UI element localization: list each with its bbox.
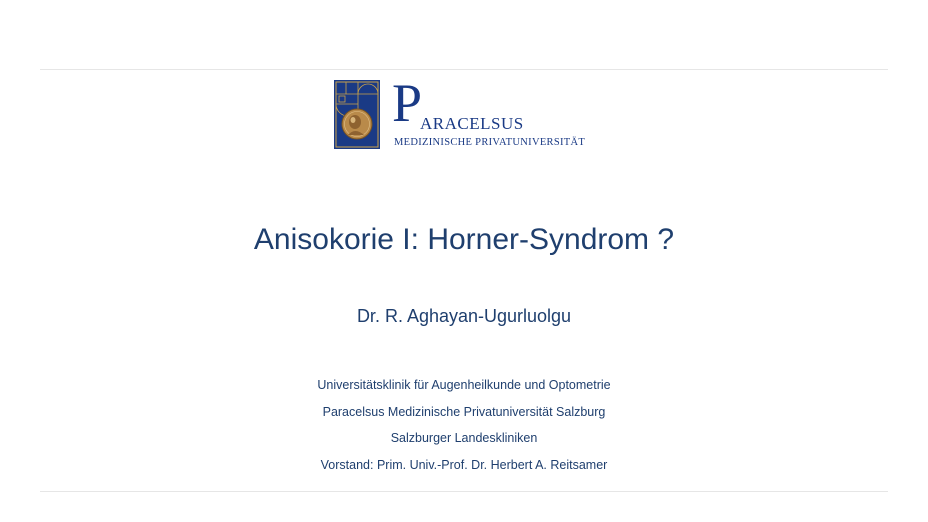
- wordmark-name: ARACELSUS: [420, 114, 524, 133]
- affiliation-line: Paracelsus Medizinische Privatuniversität Salzburg: [322, 404, 606, 419]
- affiliation-line: Universitätsklinik für Augenheilkunde und Optometrie: [317, 378, 611, 392]
- affiliation-line: Salzburger Landeskliniken: [390, 431, 538, 446]
- paracelsus-seal-icon: [334, 80, 380, 149]
- wordmark-subtitle: MEDIZINISCHE PRIVATUNIVERSITÄT: [394, 137, 586, 148]
- top-divider: [40, 69, 888, 70]
- wordmark-initial: P: [392, 73, 423, 133]
- slide-author: Dr. R. Aghayan-Ugurluolgu: [356, 306, 572, 326]
- university-wordmark: [392, 73, 594, 150]
- bottom-divider: [40, 491, 888, 492]
- university-logo: [334, 73, 594, 150]
- slide-title: Anisokorie I: Horner-Syndrom ?: [253, 223, 675, 256]
- affiliation-block: [0, 372, 928, 479]
- affiliation-line: Vorstand: Prim. Univ.-Prof. Dr. Herbert A. Reitsamer: [320, 458, 608, 473]
